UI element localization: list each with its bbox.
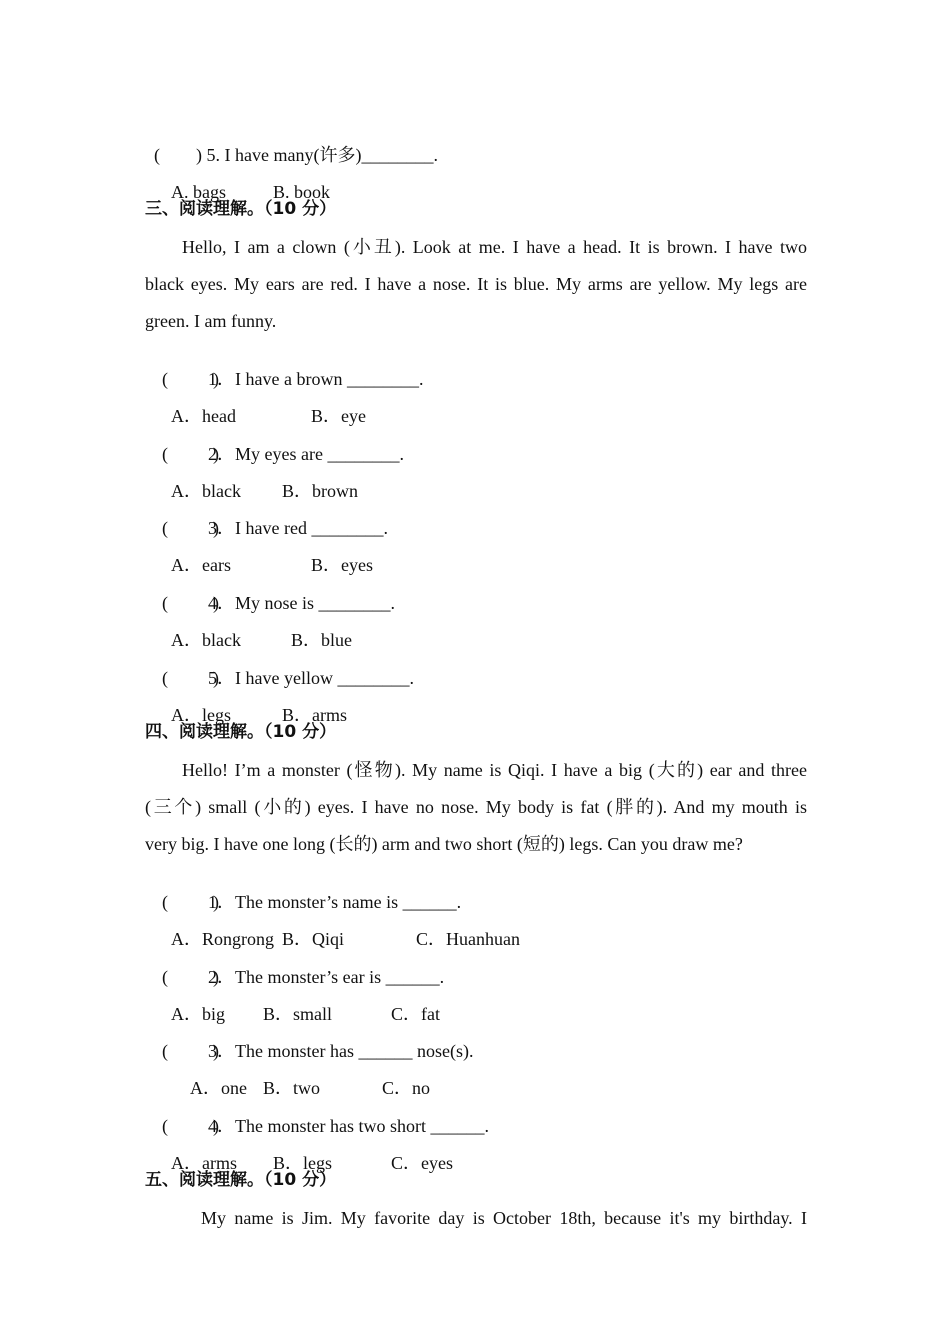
question-5-options bbox=[163, 162, 331, 202]
answer-paren: ( ) bbox=[162, 593, 219, 613]
s3-question-3-options bbox=[163, 535, 373, 575]
s3-question-5 bbox=[153, 648, 414, 688]
option-c: C．no bbox=[382, 1078, 431, 1098]
s4-question-2-options bbox=[163, 984, 440, 1024]
section-5-heading: 五、阅读理解。（10 分） bbox=[145, 1170, 337, 1190]
option-a: A．head bbox=[171, 406, 236, 426]
option-b: B．brown bbox=[282, 481, 358, 501]
section-4-passage-line-2: (三个) small (小的) eyes. I have no nose. My body is fat (胖的). And my mouth is bbox=[145, 797, 807, 817]
option-b: B. book bbox=[273, 182, 331, 202]
question-text: 3．The monster has ______ nose(s). bbox=[208, 1041, 474, 1061]
question-text: 2．My eyes are ________. bbox=[208, 444, 404, 464]
answer-paren: ( ) bbox=[154, 145, 207, 165]
s4-question-2 bbox=[153, 947, 445, 987]
s3-question-1-options bbox=[163, 386, 366, 426]
question-5-line bbox=[145, 125, 438, 165]
answer-paren: ( ) bbox=[162, 1116, 219, 1136]
section-3-passage-line-2: black eyes. My ears are red. I have a nose. It is blue. My arms are yellow. My legs are bbox=[145, 274, 807, 294]
section-4-passage-line-1: Hello! I’m a monster (怪物). My name is Qiqi. I have a big (大的) ear and three bbox=[182, 760, 807, 780]
answer-paren: ( ) bbox=[162, 369, 219, 389]
option-a: A．legs bbox=[171, 705, 232, 725]
answer-paren: ( ) bbox=[162, 967, 219, 987]
option-b: B．two bbox=[263, 1078, 321, 1098]
option-a: A．black bbox=[171, 481, 241, 501]
question-text: 4．The monster has two short ______. bbox=[208, 1116, 489, 1136]
s3-question-1 bbox=[153, 349, 424, 389]
option-b: B．arms bbox=[282, 705, 347, 725]
s4-question-3 bbox=[153, 1021, 474, 1061]
option-c: C．eyes bbox=[391, 1153, 453, 1173]
s3-question-4 bbox=[153, 573, 396, 613]
s4-question-4 bbox=[153, 1096, 489, 1136]
option-b: B．legs bbox=[273, 1153, 333, 1173]
option-a: A．Rongrong bbox=[171, 929, 275, 949]
s3-question-4-options bbox=[163, 610, 352, 650]
s3-question-3 bbox=[153, 498, 388, 538]
question-text: 2．The monster’s ear is ______. bbox=[208, 967, 445, 987]
option-a: A．one bbox=[190, 1078, 248, 1098]
option-b: B．eyes bbox=[311, 555, 373, 575]
option-b: B．eye bbox=[311, 406, 366, 426]
section-4-passage-line-3: very big. I have one long (长的) arm and two short (短的) legs. Can you draw me? bbox=[145, 834, 743, 854]
option-b: B．blue bbox=[291, 630, 352, 650]
question-text: 5. I have many(许多)________. bbox=[206, 145, 438, 165]
option-a: A. bags bbox=[171, 182, 227, 202]
section-3-passage-line-3: green. I am funny. bbox=[145, 311, 277, 331]
s3-question-2-options bbox=[163, 461, 358, 501]
question-text: 5．I have yellow ________. bbox=[208, 668, 414, 688]
section-3-passage-line-1: Hello, I am a clown (小丑). Look at me. I have a head. It is brown. I have two bbox=[182, 237, 807, 257]
option-c: C．Huanhuan bbox=[416, 929, 520, 949]
s4-question-4-options bbox=[163, 1133, 453, 1173]
section-5-passage-line-1: My name is Jim. My favorite day is October 18th, because it's my birthday. I bbox=[201, 1208, 807, 1228]
question-text: 1．I have a brown ________. bbox=[208, 369, 424, 389]
option-a: A．black bbox=[171, 630, 241, 650]
option-b: B．small bbox=[263, 1004, 333, 1024]
option-c: C．fat bbox=[391, 1004, 440, 1024]
answer-paren: ( ) bbox=[162, 892, 219, 912]
s4-question-3-options bbox=[182, 1058, 431, 1098]
option-a: A．arms bbox=[171, 1153, 238, 1173]
question-text: 1．The monster’s name is ______. bbox=[208, 892, 462, 912]
s3-question-5-options bbox=[163, 685, 347, 725]
answer-paren: ( ) bbox=[162, 444, 219, 464]
section-3-heading: 三、阅读理解。（10 分） bbox=[145, 199, 337, 219]
s4-question-1 bbox=[153, 872, 462, 912]
s4-question-1-options bbox=[163, 909, 520, 949]
option-a: A．big bbox=[171, 1004, 226, 1024]
section-4-heading: 四、阅读理解。（10 分） bbox=[145, 722, 337, 742]
option-a: A．ears bbox=[171, 555, 231, 575]
answer-paren: ( ) bbox=[162, 1041, 219, 1061]
answer-paren: ( ) bbox=[162, 668, 219, 688]
s3-question-2 bbox=[153, 424, 404, 464]
answer-paren: ( ) bbox=[162, 518, 219, 538]
option-b: B．Qiqi bbox=[282, 929, 345, 949]
question-text: 4．My nose is ________. bbox=[208, 593, 396, 613]
question-text: 3．I have red ________. bbox=[208, 518, 388, 538]
